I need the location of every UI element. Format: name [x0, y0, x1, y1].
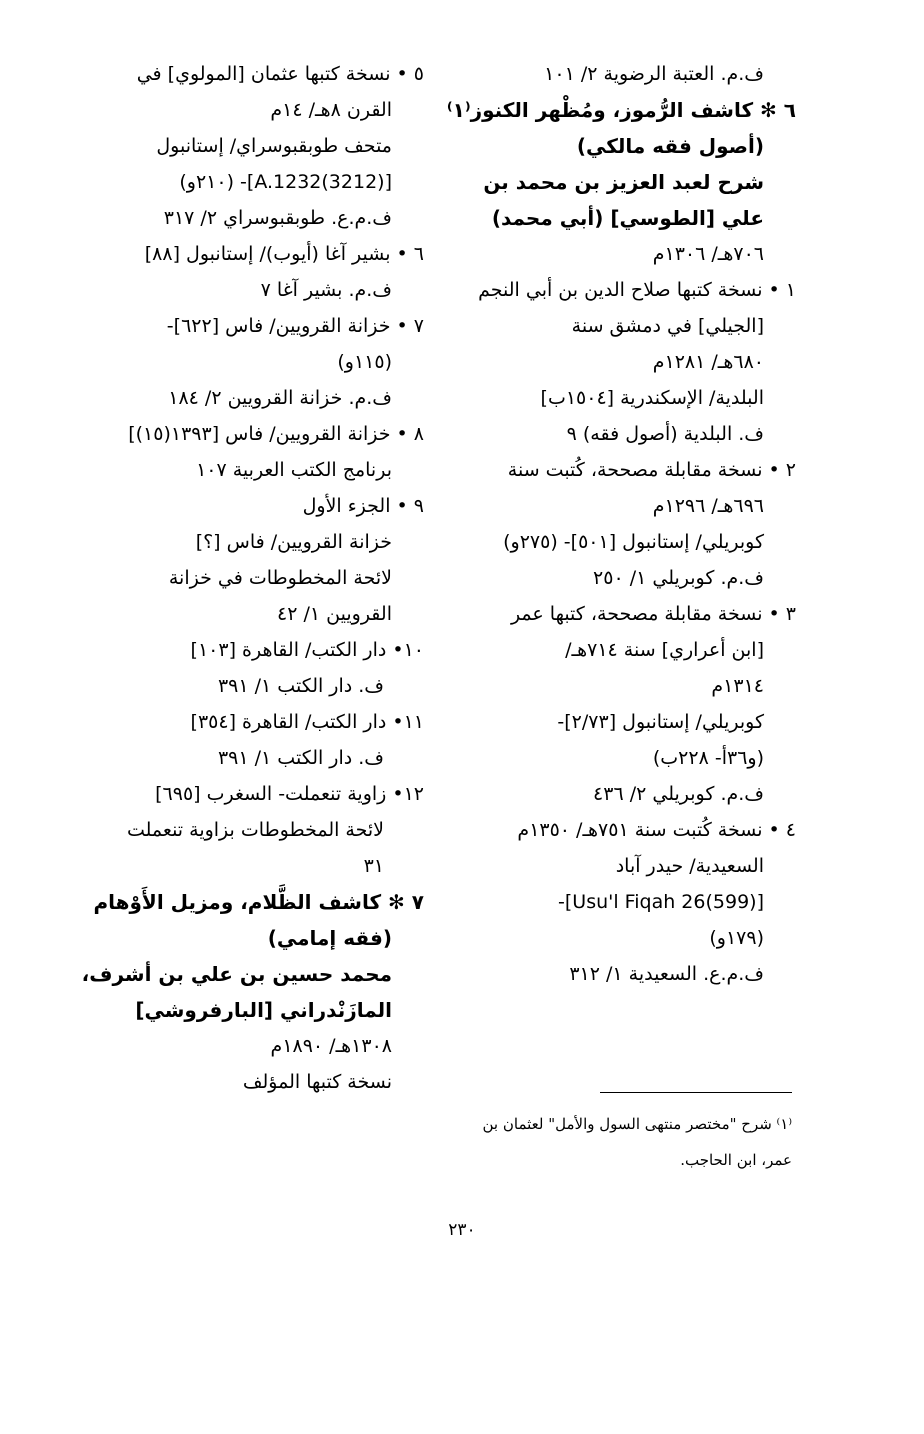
text-line: ٣١ [363, 855, 384, 877]
left-column [72, 56, 424, 1100]
text-line: المازَنْدراني [البارفروشي] [135, 998, 392, 1022]
text-line: ٦ ✻ كاشف الرُّموز، ومُظْهر الكنوز⁽١⁾ [446, 98, 796, 122]
text-line: ف. دار الكتب ١/ ٣٩١ [217, 675, 384, 697]
text-line: لائحة المخطوطات بزاوية تنعملت [126, 819, 384, 841]
text-line: [ابن أعراري] سنة ٧١٤هـ/ [565, 639, 764, 661]
text-line: ٥ • نسخة كتبها عثمان [المولوي] في [136, 63, 424, 85]
footnotes [430, 1106, 792, 1178]
text-line: ٧ • خزانة القرويين/ فاس [٦٢٢]- [166, 315, 424, 337]
text-line: ١ • نسخة كتبها صلاح الدين بن أبي النجم [478, 279, 796, 301]
footnote-divider [600, 1092, 792, 1093]
text-line: (فقه إمامي) [267, 926, 392, 950]
text-line: [Usu'l Fiqah 26(599)]- [558, 891, 764, 913]
text-line: ف. البلدية (أصول فقه) ٩ [566, 423, 764, 445]
text-line: ٧ ✻ كاشف الظَّلام، ومزيل الأَوْهام [93, 890, 424, 914]
text-line: ٦ • بشير آغا (أيوب)/ إستانبول [٨٨] [144, 243, 424, 265]
text-line: القرن ٨هـ/ ١٤م [270, 99, 392, 121]
text-line: ١٢• زاوية تنعملت- السغرب [٦٩٥] [155, 783, 424, 805]
text-line: ف.م.ع. طوبقبوسراي ٢/ ٣١٧ [163, 207, 392, 229]
text-line: ف.م.ع. السعيدية ١/ ٣١٢ [569, 963, 764, 985]
text-line: ١٠• دار الكتب/ القاهرة [١٠٣] [190, 639, 424, 661]
text-line: خزانة القرويين/ فاس [؟] [195, 531, 392, 553]
text-line: ٧٠٦هـ/ ١٣٠٦م [652, 243, 764, 265]
text-line: ف.م. خزانة القرويين ٢/ ١٨٤ [168, 387, 392, 409]
text-line: ف. دار الكتب ١/ ٣٩١ [217, 747, 384, 769]
text-line: كوبريلي/ إستانبول [٥٠١]- (٢٧٥و) [503, 531, 764, 553]
text-line: القرويين ١/ ٤٢ [277, 603, 392, 625]
text-line: ف.م. العتبة الرضوية ٢/ ١٠١ [544, 63, 764, 85]
text-line: ف.م. كوبريلي ١/ ٢٥٠ [593, 567, 764, 589]
text-line: ٤ • نسخة كُتبت سنة ٧٥١هـ/ ١٣٥٠م [517, 819, 796, 841]
text-line: ٣ • نسخة مقابلة مصححة، كتبها عمر [510, 603, 796, 625]
text-line: (و٣٦أ- ٢٢٨ب) [652, 747, 764, 769]
text-line: البلدية/ الإسكندرية [١٥٠٤ب] [540, 387, 764, 409]
text-line: متحف طوبقبوسراي/ إستانبول [156, 135, 392, 157]
text-line: نسخة كتبها المؤلف [242, 1071, 392, 1093]
text-line: ف.م. بشير آغا ٧ [260, 279, 392, 301]
text-line: (١٧٩و) [709, 927, 764, 949]
text-line: ١١• دار الكتب/ القاهرة [٣٥٤] [190, 711, 424, 733]
text-line: ٩ • الجزء الأول [302, 495, 424, 517]
text-line: ٢ • نسخة مقابلة مصححة، كُتبت سنة [507, 459, 796, 481]
text-line: ٦٩٦هـ/ ١٢٩٦م [652, 495, 764, 517]
text-line: ١٣٠٨هـ/ ١٨٩٠م [270, 1035, 392, 1057]
text-line: السعيدية/ حيدر آباد [615, 855, 764, 877]
text-line: شرح لعبد العزيز بن محمد بن [483, 170, 764, 194]
page-number: ٢٣٠ [448, 1220, 476, 1240]
text-line: ١٣١٤م [711, 675, 764, 697]
right-column [446, 56, 796, 992]
text-line: (١١٥و) [337, 351, 392, 373]
text-line: ٦٨٠هـ/ ١٢٨١م [652, 351, 764, 373]
footnote-line: ⁽١⁾ شرح "مختصر منتهى السول والأمل" لعثمان بن [482, 1115, 792, 1133]
text-line: [A.1232(3212)]- (٢١٠و) [179, 171, 392, 193]
text-line: [الجيلي] في دمشق سنة [571, 315, 764, 337]
text-line: علي [الطوسي] (أبي محمد) [491, 206, 764, 230]
footnote-line: عمر، ابن الحاجب. [680, 1151, 792, 1169]
text-line: برنامج الكتب العربية ١٠٧ [196, 459, 392, 481]
text-line: ٨ • خزانة القرويين/ فاس [١٣٩٣(١٥)] [128, 423, 424, 445]
text-line: كوبريلي/ إستانبول [٢/٧٣]- [557, 711, 764, 733]
text-line: لائحة المخطوطات في خزانة [168, 567, 392, 589]
text-line: محمد حسين بن علي بن أشرف، [81, 962, 392, 986]
text-line: ف.م. كوبريلي ٢/ ٤٣٦ [593, 783, 764, 805]
text-line: (أصول فقه مالكي) [576, 134, 764, 158]
